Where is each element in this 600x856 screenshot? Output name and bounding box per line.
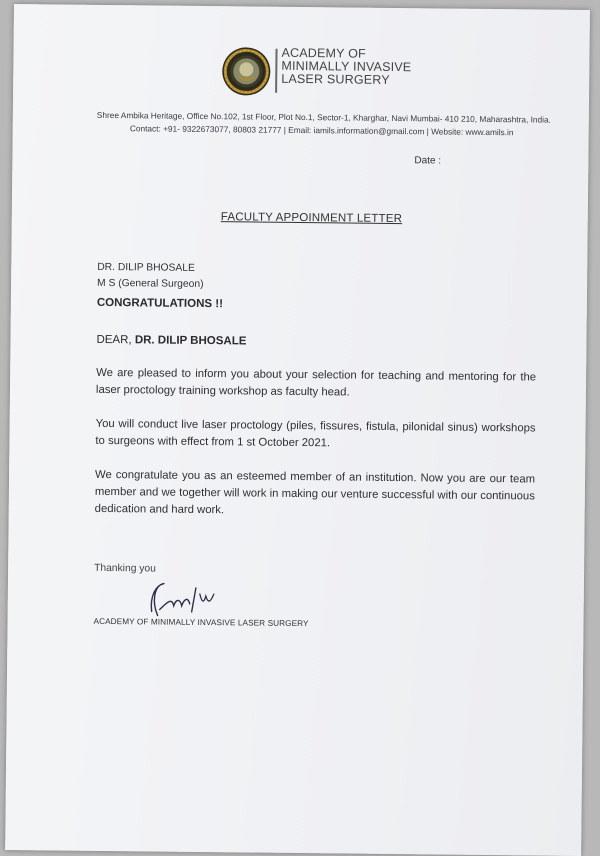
org-name-line1: ACADEMY OF <box>281 45 366 61</box>
logo-divider <box>275 49 277 93</box>
letterhead-logo <box>221 44 522 103</box>
recipient-block <box>97 260 204 293</box>
recipient-degree: M S (General Surgeon) <box>97 277 204 290</box>
paragraph-congratulate: We congratulate you as an esteemed member of an institution. Now you are our team member and we together will work in making our venture successful with our continuous dedication and hard work. <box>94 468 536 517</box>
academy-seal-icon <box>221 46 272 97</box>
salutation-name: DR. DILIP BHOSALE <box>134 334 247 348</box>
paragraph-workshops: You will conduct live laser proctology (piles, fissures, fistula, pilonidal sinus) workshops to surgeons with effect from 1 st October 2021. <box>95 417 536 450</box>
date-label: Date : <box>414 155 442 167</box>
org-name-line3: LASER SURGERY <box>281 71 390 87</box>
salutation <box>96 334 246 348</box>
handwritten-signature-icon <box>144 571 265 622</box>
paragraph-selection: We are pleased to inform you about your selection for teaching and mentoring for the laser proctology training workshop as faculty head. <box>95 366 537 399</box>
signatory-organization: ACADEMY OF MINIMALLY INVASIVE LASER SURGERY <box>93 616 309 629</box>
contact-line: Contact: +91- 9322673077, 80803 21777 | Email: iamils.information@gmail.com | Website: www.amils.in <box>129 123 514 138</box>
letter-title: FACULTY APPOINMENT LETTER <box>220 211 403 226</box>
address-line: Shree Ambika Heritage, Office No.102, 1st Floor, Plot No.1, Sector-1, Kharghar, Navi Mumbai- 410 210, Maharashtra, India. <box>96 109 551 125</box>
org-name-block <box>281 47 411 87</box>
letter-page <box>5 4 590 856</box>
recipient-name: DR. DILIP BHOSALE <box>97 261 195 274</box>
closing-text: Thanking you <box>94 562 156 575</box>
salutation-word: DEAR, <box>96 333 132 347</box>
org-name-line2: MINIMALLY INVASIVE <box>281 58 412 75</box>
letterhead-address <box>96 109 551 140</box>
congratulations-heading: CONGRATULATIONS !! <box>96 296 223 311</box>
